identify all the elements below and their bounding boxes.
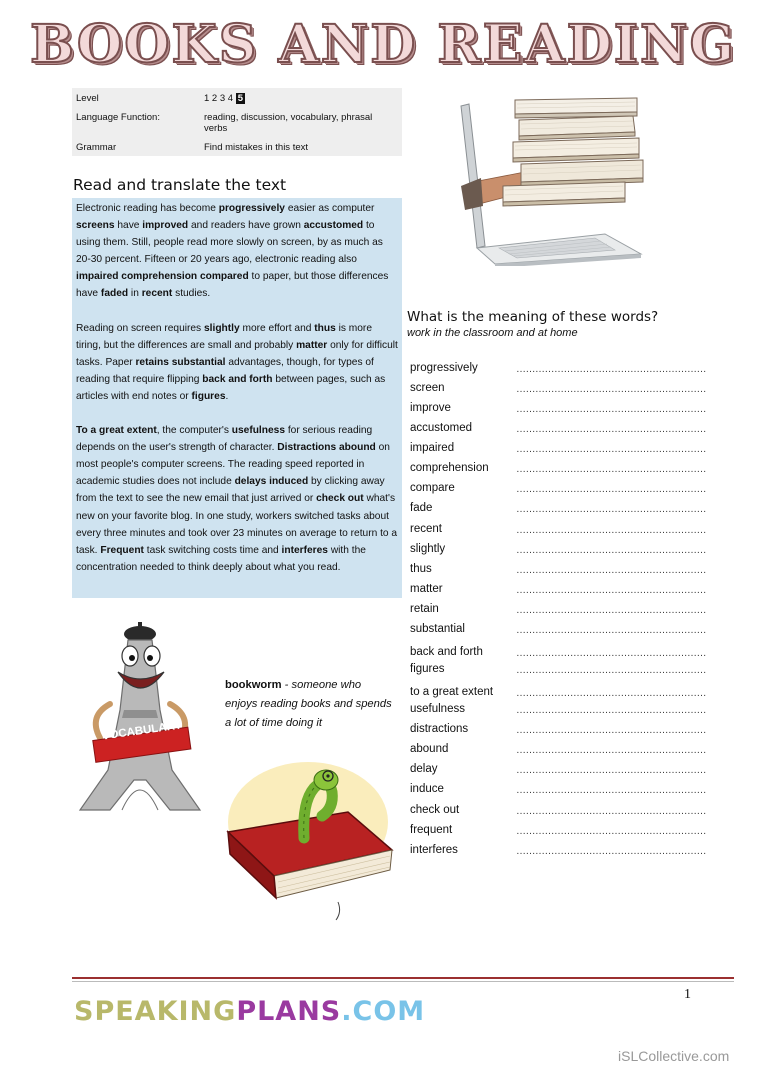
vocab-row bbox=[410, 523, 730, 541]
answer-blank[interactable]: …………………………………………………… bbox=[516, 665, 706, 676]
text-segment: in bbox=[128, 288, 142, 300]
vocab-word: figures bbox=[410, 663, 445, 675]
text-segment: to using them. Still, people read more slowly on screen, by as much as 20-30 percent. Fifteen or 20 years ago, electronic reading also bbox=[76, 220, 383, 266]
answer-blank[interactable]: …………………………………………………… bbox=[516, 504, 706, 515]
keyword: faded bbox=[100, 288, 129, 300]
keyword: recent bbox=[141, 288, 173, 300]
answer-blank[interactable]: …………………………………………………… bbox=[516, 846, 706, 857]
keyword: interferes bbox=[281, 544, 328, 556]
vocab-word: thus bbox=[410, 563, 432, 575]
keyword: back and forth bbox=[202, 373, 273, 385]
keyword: figures bbox=[191, 390, 226, 402]
text-segment: for serious reading depends on the user's strength of character. bbox=[76, 425, 373, 454]
brand-part-3: .COM bbox=[341, 996, 426, 1027]
level-label: Level bbox=[76, 93, 99, 104]
vocab-row bbox=[410, 583, 730, 601]
vocab-word: fade bbox=[410, 502, 433, 514]
vocab-row bbox=[410, 382, 730, 400]
keyword: slightly bbox=[204, 322, 240, 334]
vocabulary-sign-text: VOCABULARY bbox=[101, 719, 183, 743]
vocab-row bbox=[410, 723, 730, 741]
vocab-row bbox=[410, 603, 730, 621]
answer-blank[interactable]: …………………………………………………… bbox=[516, 605, 706, 616]
reading-heading: Read and translate the text bbox=[73, 176, 287, 194]
vocab-word: delay bbox=[410, 763, 438, 775]
answer-blank[interactable]: …………………………………………………… bbox=[516, 585, 706, 596]
bookworm-meaning: - someone who enjoys reading books and spends a lot of time doing it bbox=[225, 679, 392, 729]
keyword: delays induced bbox=[234, 476, 309, 488]
page-number: 1 bbox=[684, 987, 691, 1002]
bookworm-definition bbox=[225, 676, 395, 733]
vocab-word: back and forth bbox=[410, 646, 483, 658]
text-segment: on most people's computer screens. The reading speed reported in academic studies does not include bbox=[76, 442, 390, 488]
text-segment: studies. bbox=[172, 288, 211, 300]
vocab-row bbox=[410, 462, 730, 480]
text-segment: by clicking away from the text to see the new email that just arrived or bbox=[76, 476, 385, 505]
vocab-row bbox=[410, 442, 730, 460]
keyword: Distractions abound bbox=[277, 442, 376, 454]
brand-part-1: SPEAKING bbox=[74, 996, 237, 1027]
level-selected: 5 bbox=[237, 93, 243, 104]
bookworm-term: bookworm bbox=[225, 679, 282, 691]
vocab-row bbox=[410, 763, 730, 781]
function-value: reading, discussion, vocabulary, phrasal verbs bbox=[204, 112, 373, 134]
brand-logo bbox=[74, 996, 425, 1027]
vocab-word: to a great extent bbox=[410, 686, 494, 698]
answer-blank[interactable]: …………………………………………………… bbox=[516, 725, 706, 736]
vocab-word: induce bbox=[410, 783, 444, 795]
info-table bbox=[72, 88, 402, 156]
vocab-row bbox=[410, 686, 730, 704]
reading-paragraph-2 bbox=[76, 320, 398, 405]
keyword: thus bbox=[314, 322, 336, 334]
keyword: To a great extent bbox=[76, 425, 157, 437]
vocab-row bbox=[410, 543, 730, 561]
answer-blank[interactable]: …………………………………………………… bbox=[516, 484, 706, 495]
vocab-row bbox=[410, 703, 730, 721]
vocab-word: matter bbox=[410, 583, 443, 595]
vocab-row bbox=[410, 563, 730, 581]
vocab-row bbox=[410, 824, 730, 842]
answer-blank[interactable]: …………………………………………………… bbox=[516, 424, 706, 435]
grammar-label: Grammar bbox=[76, 142, 117, 153]
grammar-value: Find mistakes in this text bbox=[204, 142, 309, 153]
answer-blank[interactable]: …………………………………………………… bbox=[516, 826, 706, 837]
vocab-row bbox=[410, 502, 730, 520]
text-segment: Reading on screen requires bbox=[76, 322, 204, 334]
text-segment: with the concentration needed to think deeply about what you read. bbox=[76, 544, 366, 573]
vocab-word: comprehension bbox=[410, 462, 489, 474]
text-segment: Electronic reading has become bbox=[76, 203, 219, 214]
meaning-subheading: work in the classroom and at home bbox=[407, 327, 578, 339]
text-segment: only for difficult tasks. Paper bbox=[76, 339, 398, 368]
watermark: iSLCollective.com bbox=[618, 1048, 730, 1064]
text-segment: advantages, though, for types of reading that require flipping bbox=[76, 356, 374, 385]
text-segment: between pages, such as articles with end notes or bbox=[76, 373, 386, 402]
keyword: progressively bbox=[218, 203, 285, 214]
answer-blank[interactable]: …………………………………………………… bbox=[516, 765, 706, 776]
footer-divider-thin bbox=[72, 981, 734, 982]
vocab-word: substantial bbox=[410, 623, 465, 635]
bookworm-illustration bbox=[218, 752, 398, 922]
laptop-books-illustration bbox=[455, 86, 645, 266]
reading-text bbox=[72, 198, 402, 598]
vocab-row bbox=[410, 663, 730, 681]
answer-blank[interactable]: …………………………………………………… bbox=[516, 384, 706, 395]
answer-blank[interactable]: …………………………………………………… bbox=[516, 785, 706, 796]
vocab-word: check out bbox=[410, 804, 460, 816]
text-segment: and readers have grown bbox=[188, 220, 304, 232]
reading-paragraph-3 bbox=[76, 422, 398, 576]
vocab-word: improve bbox=[410, 402, 451, 414]
vocab-word: accustomed bbox=[410, 422, 473, 434]
text-segment: to paper, but those differences have bbox=[76, 271, 389, 300]
answer-blank[interactable]: …………………………………………………… bbox=[516, 444, 706, 455]
text-segment: more effort and bbox=[239, 322, 315, 334]
vocab-row bbox=[410, 422, 730, 440]
answer-blank[interactable]: …………………………………………………… bbox=[516, 565, 706, 576]
vocab-row bbox=[410, 402, 730, 420]
keyword: improved bbox=[142, 220, 189, 232]
text-segment: . bbox=[225, 390, 229, 402]
keyword: retains substantial bbox=[135, 356, 226, 368]
answer-blank[interactable]: …………………………………………………… bbox=[516, 806, 706, 817]
vocab-word: usefulness bbox=[410, 703, 465, 715]
brand-part-2: PLANS bbox=[236, 996, 342, 1027]
keyword: Frequent bbox=[100, 544, 144, 556]
answer-blank[interactable]: …………………………………………………… bbox=[516, 364, 706, 375]
answer-blank[interactable]: …………………………………………………… bbox=[516, 745, 706, 756]
vocab-row bbox=[410, 844, 730, 862]
reading-paragraph-1 bbox=[76, 200, 398, 303]
answer-blank[interactable]: …………………………………………………… bbox=[516, 525, 706, 536]
vocab-word: slightly bbox=[410, 543, 446, 555]
vocab-word: progressively bbox=[410, 362, 478, 374]
page-title: BOOKS AND READING bbox=[30, 14, 736, 75]
vocab-word: frequent bbox=[410, 824, 453, 836]
vocab-row bbox=[410, 743, 730, 761]
footer-divider bbox=[72, 977, 734, 979]
text-segment: easier as computer bbox=[284, 203, 375, 214]
answer-blank[interactable]: …………………………………………………… bbox=[516, 404, 706, 415]
vocab-word: distractions bbox=[410, 723, 469, 735]
vocab-row bbox=[410, 623, 730, 641]
vocab-row bbox=[410, 804, 730, 822]
meaning-heading: What is the meaning of these words? bbox=[407, 309, 659, 325]
keyword: accustomed bbox=[303, 220, 364, 232]
keyword: check out bbox=[316, 493, 364, 505]
vocab-word: compare bbox=[410, 482, 455, 494]
vocab-word: interferes bbox=[410, 844, 458, 856]
vocab-row bbox=[410, 362, 730, 380]
text-segment: , the computer's bbox=[156, 425, 232, 437]
vocab-row bbox=[410, 783, 730, 801]
vocab-row bbox=[410, 482, 730, 500]
level-values: 1 2 3 4 bbox=[204, 93, 234, 104]
vocab-word: impaired bbox=[410, 442, 455, 454]
text-segment: task switching costs time and bbox=[143, 544, 282, 556]
keyword: matter bbox=[296, 339, 328, 351]
answer-blank[interactable]: …………………………………………………… bbox=[516, 648, 706, 659]
vocab-word: retain bbox=[410, 603, 439, 615]
vocabulary-tower-illustration bbox=[60, 620, 220, 820]
vocab-word: abound bbox=[410, 743, 449, 755]
function-label: Language Function: bbox=[76, 112, 160, 123]
answer-blank[interactable]: …………………………………………………… bbox=[516, 705, 706, 716]
answer-blank[interactable]: …………………………………………………… bbox=[516, 688, 706, 699]
answer-blank[interactable]: …………………………………………………… bbox=[516, 464, 706, 475]
text-segment: what's new on your favorite blog. In one study, workers switched tasks about every three minutes and took over 23 minutes on average to return to a task. bbox=[76, 493, 398, 556]
answer-blank[interactable]: …………………………………………………… bbox=[516, 545, 706, 556]
keyword: screens bbox=[76, 220, 115, 232]
vocab-row bbox=[410, 646, 730, 664]
keyword: impaired comprehension compared bbox=[76, 271, 249, 283]
vocab-word: recent bbox=[410, 523, 442, 535]
keyword: usefulness bbox=[231, 425, 285, 437]
text-segment: have bbox=[114, 220, 143, 232]
answer-blank[interactable]: …………………………………………………… bbox=[516, 625, 706, 636]
vocab-word: screen bbox=[410, 382, 445, 394]
text-segment: is more tiring, but the differences are small and probably bbox=[76, 322, 372, 351]
